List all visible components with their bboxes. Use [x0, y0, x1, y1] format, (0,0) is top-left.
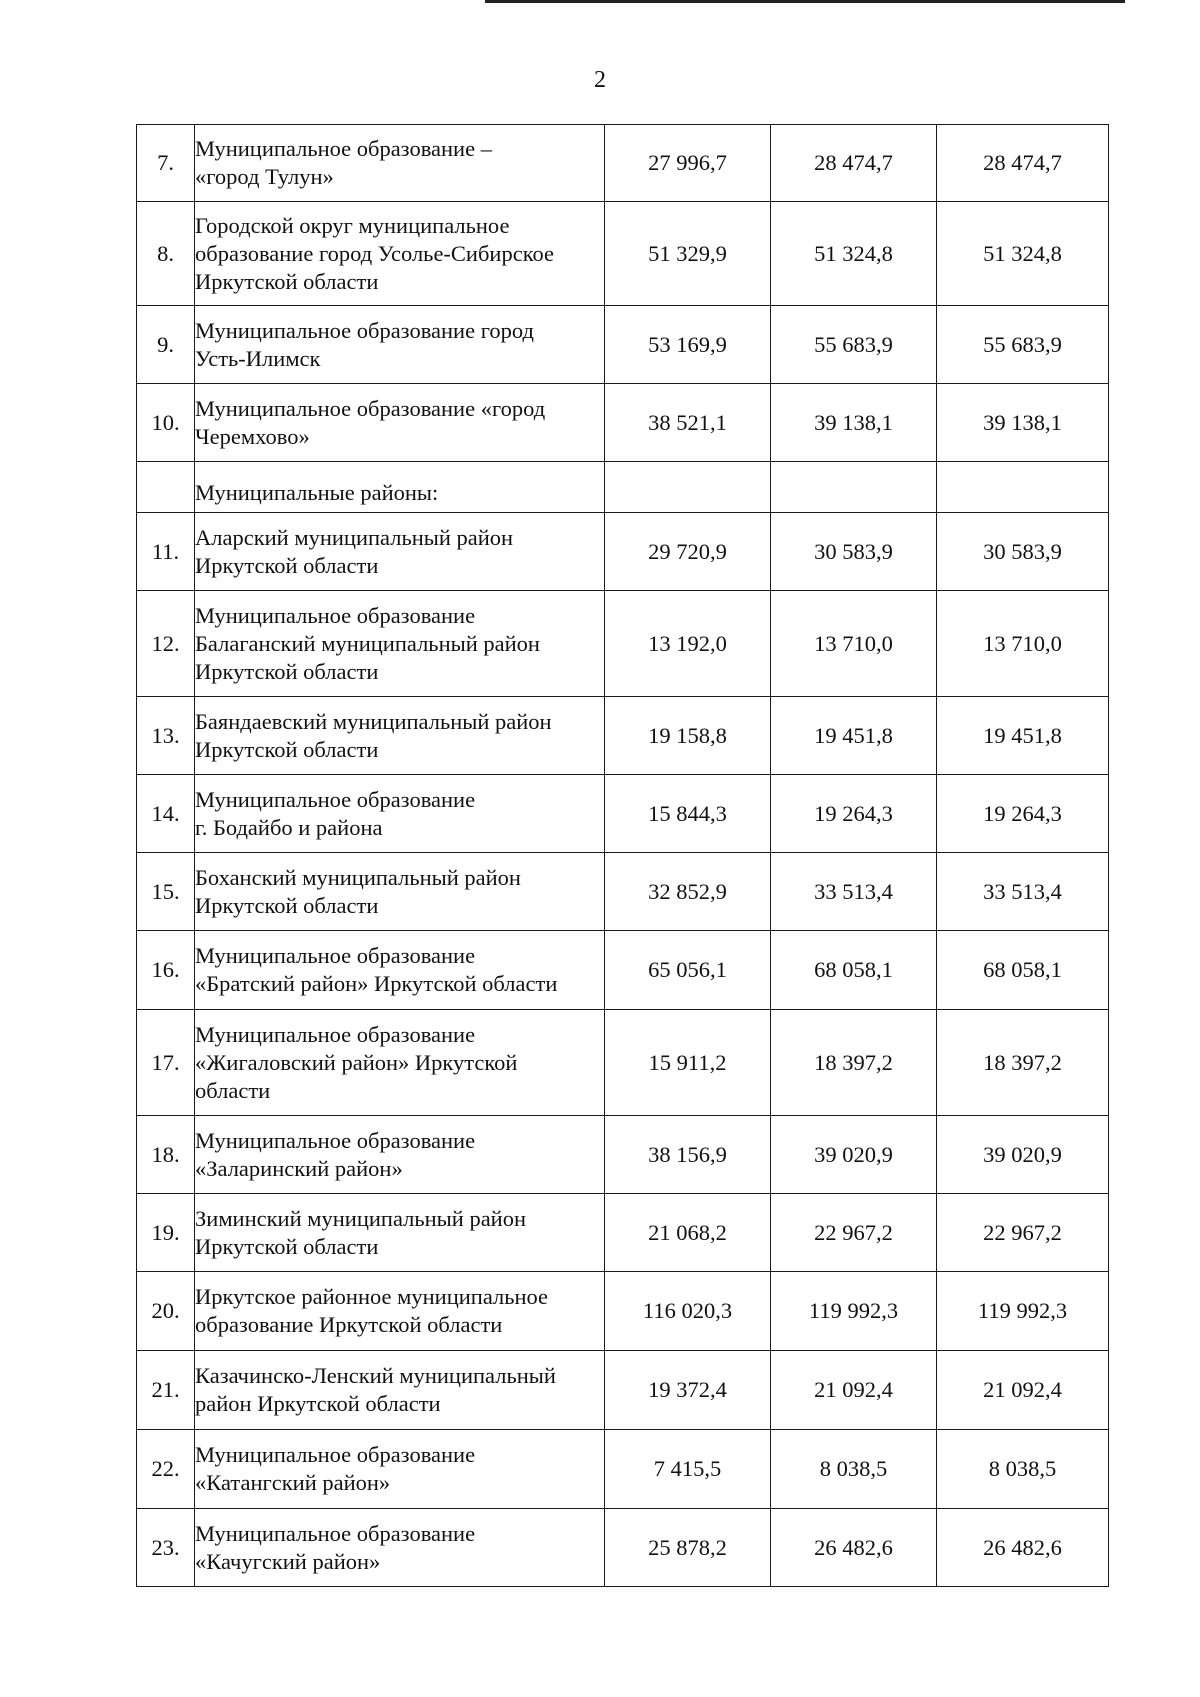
value-col-3: 39 138,1 [937, 384, 1109, 462]
value-col-1: 65 056,1 [605, 931, 771, 1010]
row-number: 19. [137, 1194, 195, 1272]
value-col-1: 27 996,7 [605, 125, 771, 202]
value-col-1: 38 156,9 [605, 1116, 771, 1194]
table-row [137, 591, 1109, 697]
municipality-name: Иркутское районное муниципальное образование Иркутской области [195, 1272, 605, 1351]
row-number: 12. [137, 591, 195, 697]
value-col-3: 55 683,9 [937, 306, 1109, 384]
municipality-name: Баяндаевский муниципальный район Иркутской области [195, 697, 605, 775]
table-row [137, 931, 1109, 1010]
row-number: 10. [137, 384, 195, 462]
row-number: 23. [137, 1509, 195, 1587]
value-col-2: 8 038,5 [771, 1430, 937, 1509]
value-col-1: 15 911,2 [605, 1010, 771, 1116]
table-row [137, 1116, 1109, 1194]
municipality-name: Муниципальное образование «Катангский район» [195, 1430, 605, 1509]
value-col-1: 38 521,1 [605, 384, 771, 462]
value-col-2: 39 138,1 [771, 384, 937, 462]
municipality-name: Муниципальное образование г. Бодайбо и района [195, 775, 605, 853]
value-col-3: 19 451,8 [937, 697, 1109, 775]
value-col-3: 21 092,4 [937, 1351, 1109, 1430]
top-edge-rule [485, 0, 1125, 3]
row-number: 15. [137, 853, 195, 931]
row-number: 14. [137, 775, 195, 853]
row-number: 11. [137, 513, 195, 591]
value-col-2: 51 324,8 [771, 202, 937, 306]
budget-table [136, 124, 1109, 1587]
value-col-1: 21 068,2 [605, 1194, 771, 1272]
value-col-3: 8 038,5 [937, 1430, 1109, 1509]
value-col-2: 22 967,2 [771, 1194, 937, 1272]
table-body [137, 125, 1109, 1587]
value-col-2: 19 451,8 [771, 697, 937, 775]
page-number: 2 [594, 67, 606, 93]
value-col-2: 19 264,3 [771, 775, 937, 853]
value-col-3: 13 710,0 [937, 591, 1109, 697]
table-row [137, 1010, 1109, 1116]
table-row [137, 775, 1109, 853]
row-number: 22. [137, 1430, 195, 1509]
value-col-1 [605, 462, 771, 513]
value-col-2: 30 583,9 [771, 513, 937, 591]
municipality-name: Боханский муниципальный район Иркутской области [195, 853, 605, 931]
value-col-1: 29 720,9 [605, 513, 771, 591]
table-row [137, 1430, 1109, 1509]
row-number: 7. [137, 125, 195, 202]
municipality-name: Муниципальное образование «Качугский район» [195, 1509, 605, 1587]
table-row [137, 384, 1109, 462]
row-number: 17. [137, 1010, 195, 1116]
value-col-3 [937, 462, 1109, 513]
table-row [137, 513, 1109, 591]
table-row [137, 697, 1109, 775]
municipality-name: Зиминский муниципальный район Иркутской области [195, 1194, 605, 1272]
value-col-1: 116 020,3 [605, 1272, 771, 1351]
table-row [137, 202, 1109, 306]
row-number: 21. [137, 1351, 195, 1430]
table-row [137, 306, 1109, 384]
value-col-2 [771, 462, 937, 513]
row-number: 13. [137, 697, 195, 775]
value-col-1: 15 844,3 [605, 775, 771, 853]
value-col-2: 18 397,2 [771, 1010, 937, 1116]
municipality-name: Муниципальное образование «город Черемхово» [195, 384, 605, 462]
value-col-3: 19 264,3 [937, 775, 1109, 853]
value-col-3: 68 058,1 [937, 931, 1109, 1010]
table-row [137, 1272, 1109, 1351]
value-col-1: 53 169,9 [605, 306, 771, 384]
value-col-3: 18 397,2 [937, 1010, 1109, 1116]
value-col-2: 39 020,9 [771, 1116, 937, 1194]
municipality-name: Городской округ муниципальное образование город Усолье-Сибирское Иркутской области [195, 202, 605, 306]
value-col-3: 119 992,3 [937, 1272, 1109, 1351]
row-number: 20. [137, 1272, 195, 1351]
municipality-name: Муниципальное образование «Заларинский район» [195, 1116, 605, 1194]
value-col-1: 7 415,5 [605, 1430, 771, 1509]
municipality-name: Муниципальное образование – «город Тулун» [195, 125, 605, 202]
row-number [137, 462, 195, 513]
value-col-3: 39 020,9 [937, 1116, 1109, 1194]
value-col-3: 30 583,9 [937, 513, 1109, 591]
value-col-3: 28 474,7 [937, 125, 1109, 202]
value-col-2: 21 092,4 [771, 1351, 937, 1430]
value-col-3: 33 513,4 [937, 853, 1109, 931]
municipality-name: Муниципальное образование «Братский район» Иркутской области [195, 931, 605, 1010]
municipality-name: Муниципальное образование «Жигаловский район» Иркутской области [195, 1010, 605, 1116]
table-row [137, 1509, 1109, 1587]
value-col-2: 13 710,0 [771, 591, 937, 697]
table-row [137, 462, 1109, 513]
municipality-name: Муниципальное образование город Усть-Илимск [195, 306, 605, 384]
value-col-1: 25 878,2 [605, 1509, 771, 1587]
value-col-2: 33 513,4 [771, 853, 937, 931]
municipality-name: Муниципальное образование Балаганский муниципальный район Иркутской области [195, 591, 605, 697]
table-row [137, 853, 1109, 931]
value-col-1: 13 192,0 [605, 591, 771, 697]
value-col-1: 32 852,9 [605, 853, 771, 931]
value-col-2: 55 683,9 [771, 306, 937, 384]
municipality-name: Муниципальные районы: [195, 462, 605, 513]
value-col-3: 51 324,8 [937, 202, 1109, 306]
table-row [137, 1194, 1109, 1272]
table-row [137, 1351, 1109, 1430]
value-col-2: 119 992,3 [771, 1272, 937, 1351]
value-col-1: 19 372,4 [605, 1351, 771, 1430]
row-number: 9. [137, 306, 195, 384]
value-col-2: 68 058,1 [771, 931, 937, 1010]
table-row [137, 125, 1109, 202]
value-col-2: 28 474,7 [771, 125, 937, 202]
value-col-3: 22 967,2 [937, 1194, 1109, 1272]
value-col-2: 26 482,6 [771, 1509, 937, 1587]
value-col-1: 51 329,9 [605, 202, 771, 306]
row-number: 18. [137, 1116, 195, 1194]
value-col-1: 19 158,8 [605, 697, 771, 775]
row-number: 16. [137, 931, 195, 1010]
municipality-name: Казачинско-Ленский муниципальный район Иркутской области [195, 1351, 605, 1430]
value-col-3: 26 482,6 [937, 1509, 1109, 1587]
municipality-name: Аларский муниципальный район Иркутской области [195, 513, 605, 591]
row-number: 8. [137, 202, 195, 306]
